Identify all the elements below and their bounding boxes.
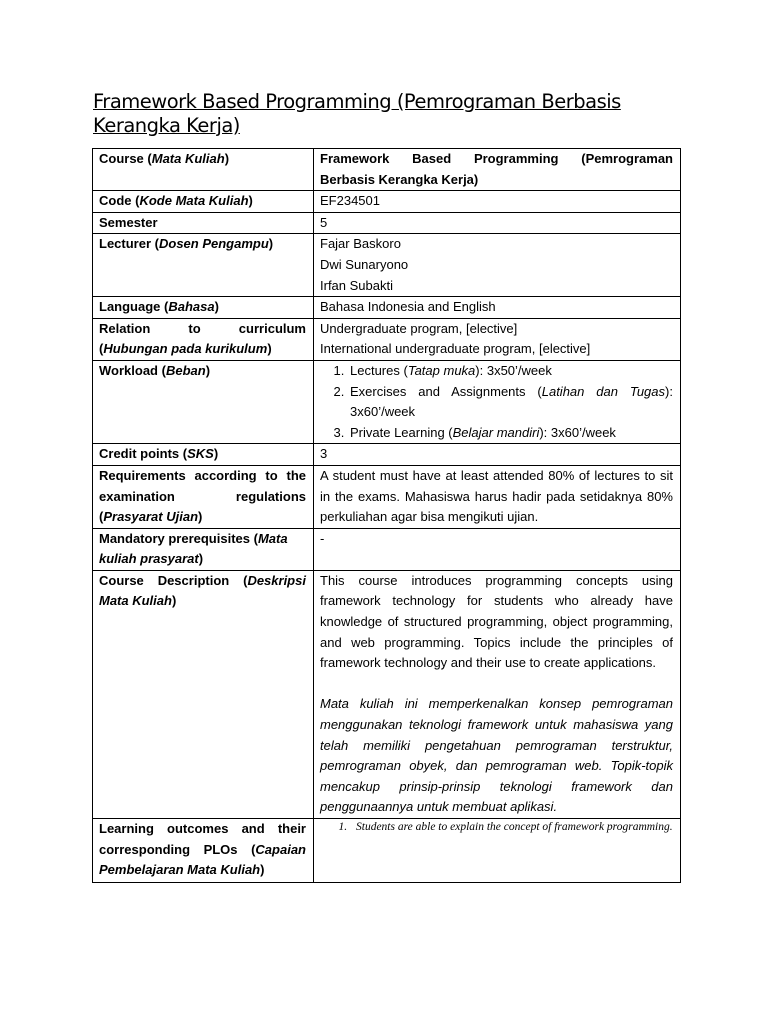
language-value: Bahasa Indonesia and English (314, 297, 681, 319)
credit-value: 3 (314, 444, 681, 466)
outcomes-label: Learning outcomes and their corresponding PLOs (Capaian Pembelajaran Mata Kuliah) (93, 819, 314, 883)
row-relation (93, 318, 681, 360)
code-label: Code (Kode Mata Kuliah) (93, 191, 314, 213)
workload-item: 1. Lectures (Tatap muka): 3x50’/week (348, 361, 673, 382)
row-prerequisites (93, 528, 681, 570)
lecturer-name: Fajar Baskoro (320, 236, 401, 252)
course-value: Framework Based Programming (Pemrograman Berbasis Kerangka Kerja) (314, 149, 681, 191)
semester-value: 5 (314, 212, 681, 234)
row-semester (93, 212, 681, 234)
row-workload (93, 360, 681, 443)
requirements-label: Requirements according to the examination regulations (Prasyarat Ujian) (93, 465, 314, 528)
relation-item: International undergraduate program, [elective] (320, 341, 591, 357)
lecturer-name: Irfan Subakti (320, 277, 393, 293)
workload-item: 3. Private Learning (Belajar mandiri): 3x60’/week (348, 423, 673, 444)
row-credit (93, 444, 681, 466)
semester-label: Semester (93, 212, 314, 234)
description-label: Course Description (Deskripsi Mata Kuliah) (93, 570, 314, 818)
relation-label: Relation to curriculum (Hubungan pada kurikulum) (93, 318, 314, 360)
code-value: EF234501 (314, 191, 681, 213)
workload-label: Workload (Beban) (93, 360, 314, 443)
prerequisites-value: - (314, 528, 681, 570)
row-code (93, 191, 681, 213)
outcome-item: 1. Students are able to explain the concept of framework programming. (350, 819, 673, 835)
course-label: Course (Mata Kuliah) (93, 149, 314, 191)
relation-item: Undergraduate program, [elective] (320, 320, 518, 336)
workload-values (314, 360, 681, 443)
course-spec-table (92, 148, 681, 883)
outcomes-values (314, 819, 681, 883)
lecturer-label: Lecturer (Dosen Pengampu) (93, 234, 314, 297)
credit-label: Credit points (SKS) (93, 444, 314, 466)
row-course (93, 149, 681, 191)
lecturer-values (314, 234, 681, 297)
prerequisites-label: Mandatory prerequisites (Mata kuliah prasyarat) (93, 528, 314, 570)
workload-item: 2. Exercises and Assignments (Latihan dan Tugas): 3x60’/week (348, 382, 673, 423)
page-title: Framework Based Programming (Pemrograman Berbasis Kerangka Kerja) (93, 90, 621, 137)
lecturer-name: Dwi Sunaryono (320, 256, 409, 272)
row-requirements (93, 465, 681, 528)
requirements-value: A student must have at least attended 80% of lectures to sit in the exams. Mahasiswa harus hadir pada setidaknya 80% perkuliahan agar bisa mengikuti ujian. (314, 465, 681, 528)
row-description (93, 570, 681, 818)
description-en: This course introduces programming concepts using framework technology for students who already have knowledge of structured programming, object programming, and web programming. Topics include the principles of framework technology and their use to create applications. (320, 572, 673, 671)
language-label: Language (Bahasa) (93, 297, 314, 319)
row-outcomes (93, 819, 681, 883)
row-lecturer (93, 234, 681, 297)
relation-values (314, 318, 681, 360)
description-id: Mata kuliah ini memperkenalkan konsep pemrograman menggunakan teknologi framework untuk mahasiswa yang telah memiliki pengetahuan pemrograman terstruktur, pemrograman obyek, dan pemrograman web. Topik-topik mencakup prinsip-prinsip teknologi framework dan penggunaannya untuk membuat aplikasi. (320, 696, 673, 815)
row-language (93, 297, 681, 319)
description-values (314, 570, 681, 818)
